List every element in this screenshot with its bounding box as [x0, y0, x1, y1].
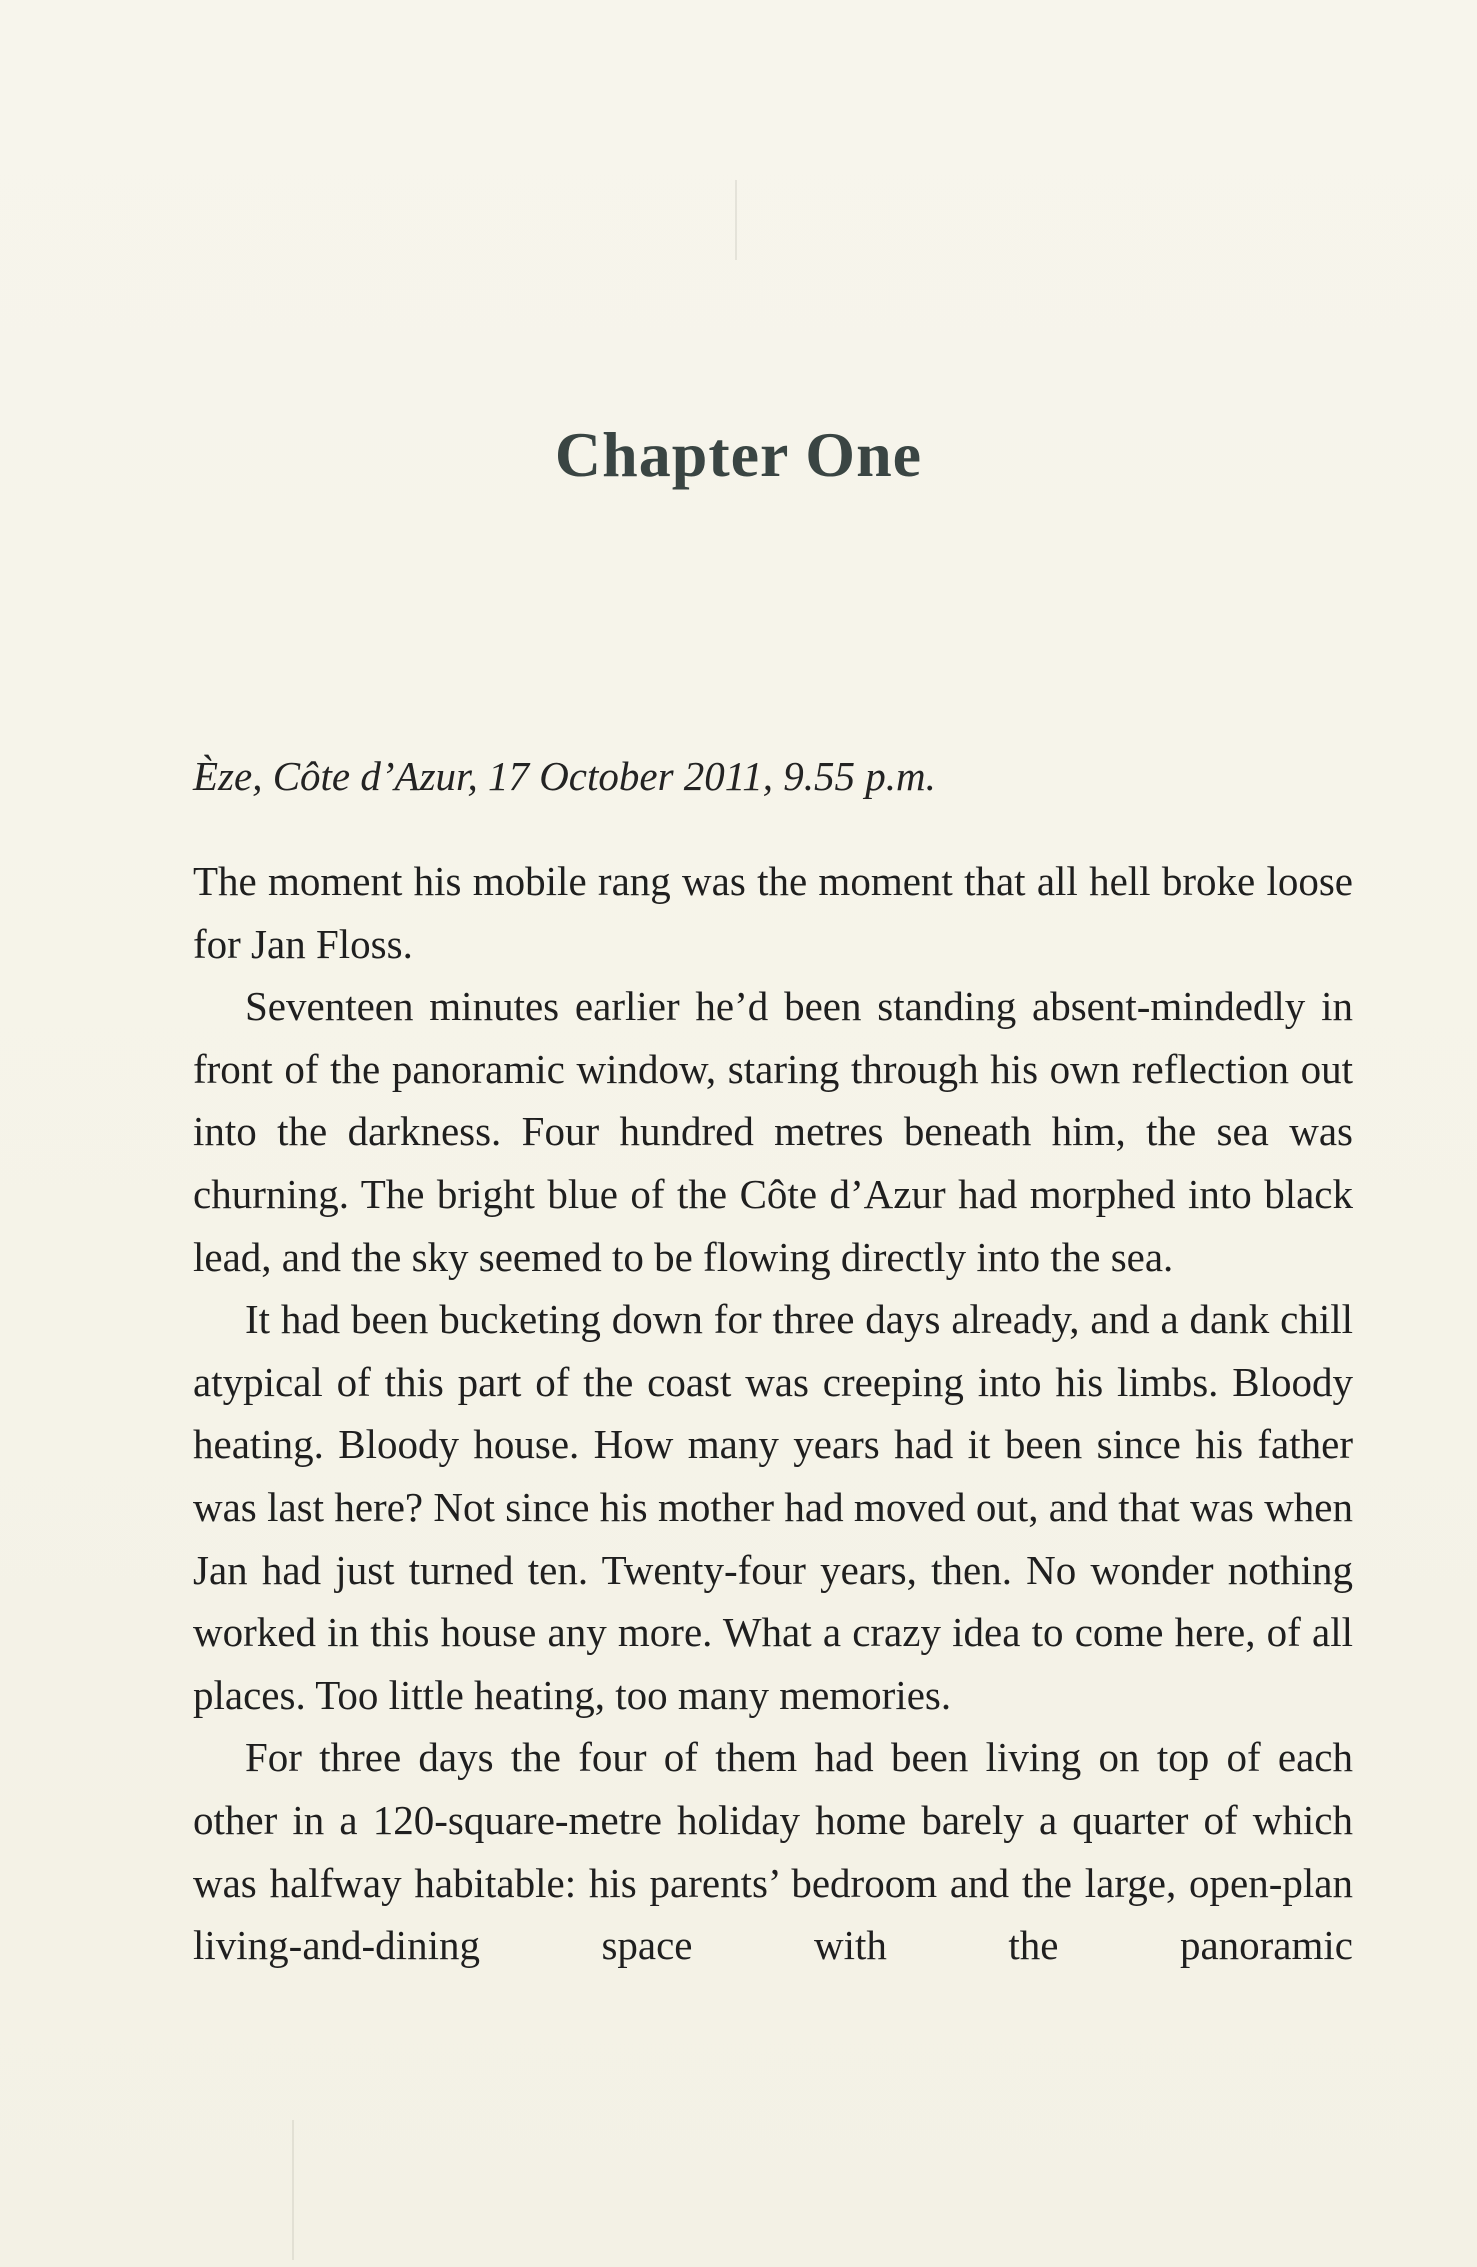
body-text	[193, 850, 1353, 1977]
paragraph-3: It had been bucketing down for three days already, and a dank chill atypical of this part of the coast was creeping into his limbs. Bloody heating. Bloody house. How many years had it been since his father was last here? Not since his mother had moved out, and that was when Jan had just turned ten. Twenty-four years, then. No wonder nothing worked in this house any more. What a crazy idea to come here, of all places. Too little heating, too many memories.	[193, 1296, 1353, 1718]
dateline: Èze, Côte d’Azur, 17 October 2011, 9.55 p.m.	[193, 753, 936, 799]
paragraph-4: For three days the four of them had been living on top of each other in a 120-square-metre holiday home barely a quarter of which was halfway habitable: his parents’ bedroom and the large, open-plan living-and-dining space with the panoramic	[193, 1734, 1353, 1969]
scan-artifact	[292, 2120, 294, 2260]
chapter-title: Chapter One	[554, 419, 923, 490]
scan-artifact	[735, 180, 737, 260]
paragraph-1: The moment his mobile rang was the moment that all hell broke loose for Jan Floss.	[193, 858, 1353, 967]
paragraph-2: Seventeen minutes earlier he’d been standing absent-mindedly in front of the panoramic window, staring through his own reflection out into the darkness. Four hundred metres beneath him, the sea was churning. The bright blue of the Côte d’Azur had morphed into black lead, and the sky seemed to be flowing directly into the sea.	[193, 983, 1353, 1280]
